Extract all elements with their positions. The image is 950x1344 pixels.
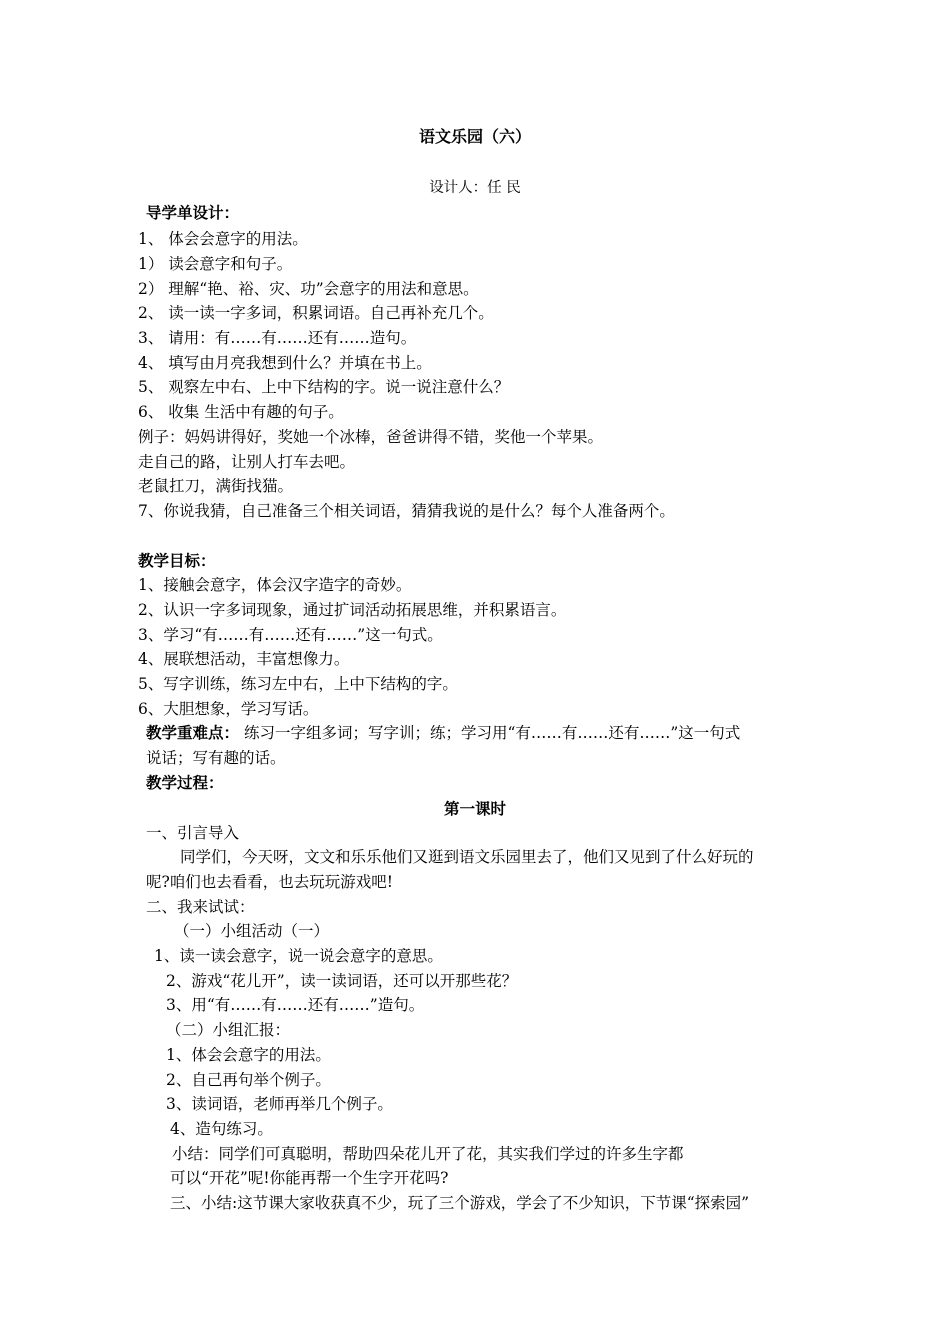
key-points-line [146, 722, 740, 744]
process-line: 小结：同学们可真聪明，帮助四朵花儿开了花，其实我们学过的许多生字都 [172, 1145, 684, 1163]
process-line: 3、读词语，老师再举几个例子。 [166, 1095, 393, 1113]
guide-item: 老鼠扛刀，满街找猫。 [138, 477, 294, 495]
guide-item: 5、 观察左中右、上中下结构的字。说一说注意什么？ [138, 378, 510, 396]
guide-item: 4、 填写由月亮我想到什么？并填在书上。 [138, 354, 432, 372]
goal-item: 1、接触会意字，体会汉字造字的奇妙。 [138, 576, 412, 594]
goal-item: 4、展联想活动，丰富想像力。 [138, 650, 350, 668]
guide-item: 2） 理解“艳、裕、灾、功”会意字的用法和意思。 [138, 280, 479, 298]
process-line: （一）小组活动（一） [174, 922, 330, 940]
guide-item: 3、 请用：有……有……还有……造句。 [138, 329, 417, 347]
key-points-text-cont: 说话；写有趣的话。 [146, 749, 286, 767]
process-line: 一、引言导入 [146, 824, 240, 842]
process-line: 4、造句练习。 [170, 1120, 273, 1138]
guide-item: 1、 体会会意字的用法。 [138, 230, 308, 248]
guide-heading: 导学单设计： [146, 203, 240, 222]
guide-item: 6、 收集 生活中有趣的句子。 [138, 403, 344, 421]
lesson-title: 第一课时 [443, 799, 506, 818]
designer-line: 设计人：任 民 [429, 180, 521, 196]
goals-heading: 教学目标： [138, 551, 216, 570]
process-line: 呢?咱们也去看看，也去玩玩游戏吧! [146, 873, 394, 891]
process-line: 2、自己再句举个例子。 [166, 1071, 331, 1089]
process-line: 2、游戏“花儿开”，读一读词语，还可以开那些花？ [166, 972, 518, 990]
goal-item: 2、认识一字多词现象，通过扩词活动拓展思维，并积累语言。 [138, 601, 567, 619]
key-points-label: 教学重难点： [146, 723, 240, 742]
process-line: 同学们，今天呀，文文和乐乐他们又逛到语文乐园里去了，他们又见到了什么好玩的 [180, 848, 754, 866]
goal-item: 6、大胆想象，学习写话。 [138, 700, 319, 718]
process-line: （二）小组汇报： [166, 1021, 291, 1039]
guide-item: 2、 读一读一字多词，积累词语。自己再补充几个。 [138, 304, 494, 322]
guide-item: 走自己的路，让别人打车去吧。 [138, 453, 356, 471]
guide-item: 1） 读会意字和句子。 [138, 255, 293, 273]
goal-item: 3、学习“有……有……还有……”这一句式。 [138, 626, 443, 644]
process-line: 三、小结:这节课大家收获真不少，玩了三个游戏，学会了不少知识，下节课“探索园” [170, 1194, 750, 1212]
goal-item: 5、写字训练，练习左中右，上中下结构的字。 [138, 675, 458, 693]
process-line: 3、用“有……有……还有……”造句。 [166, 996, 425, 1014]
process-line: 1、体会会意字的用法。 [166, 1046, 331, 1064]
guide-item: 例子：妈妈讲得好，奖她一个冰棒，爸爸讲得不错，奖他一个苹果。 [138, 428, 604, 446]
process-line: 二、我来试试： [146, 898, 255, 916]
process-heading: 教学过程： [146, 773, 224, 792]
process-line: 1、读一读会意字，说一说会意字的意思。 [154, 947, 443, 965]
guide-item: 7、你说我猜，自己准备三个相关词语，猜猜我说的是什么？每个人准备两个。 [138, 502, 675, 520]
key-points-text: 练习一字组多词；写字训；练；学习用“有……有……还有……”这一句式 [239, 724, 741, 742]
document-title: 语文乐园（六） [418, 127, 531, 146]
process-line: 可以“开花”呢!你能再帮一个生字开花吗? [170, 1169, 449, 1187]
